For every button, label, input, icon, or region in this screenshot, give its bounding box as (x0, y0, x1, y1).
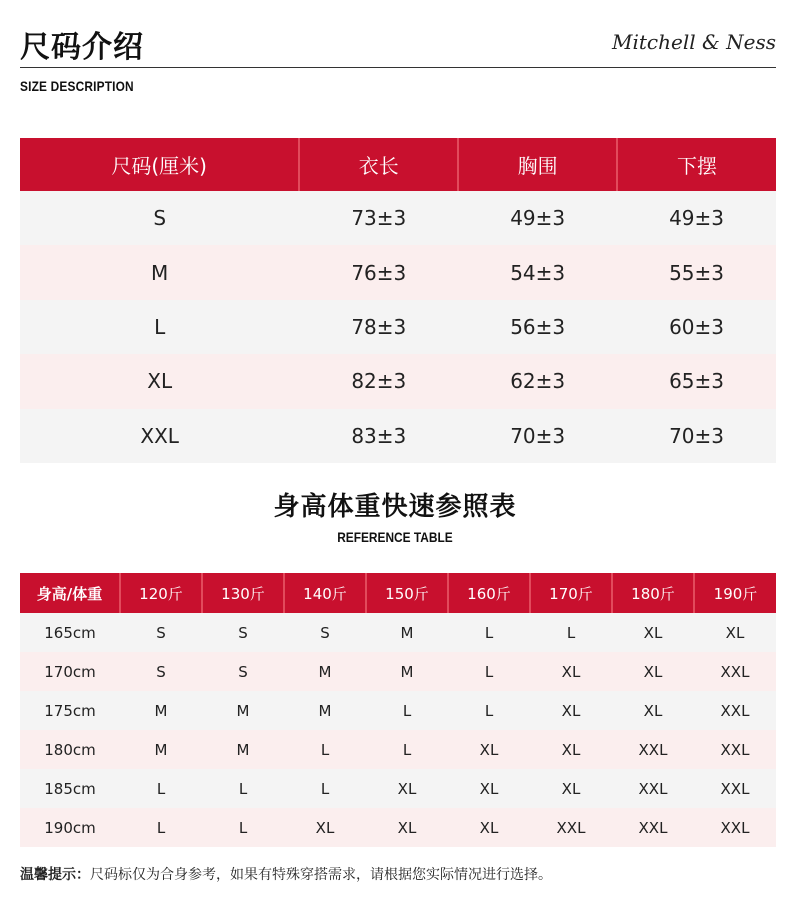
reference-cell: XL (694, 613, 776, 652)
reference-cell: M (120, 691, 202, 730)
reference-cell: S (120, 652, 202, 691)
size-cell: 62±3 (458, 354, 617, 408)
reference-cell: XXL (694, 769, 776, 808)
reference-subtitle: REFERENCE TABLE (337, 529, 453, 545)
reference-header-weight: 150斤 (366, 573, 448, 613)
reference-cell: XL (448, 808, 530, 847)
size-cell: 65±3 (617, 354, 776, 408)
reference-cell: XL (612, 691, 694, 730)
size-header-size: 尺码(厘米) (20, 138, 299, 191)
reference-cell: L (530, 613, 612, 652)
reference-cell: L (448, 652, 530, 691)
reference-cell: XL (530, 652, 612, 691)
page-title: 尺码介绍 (20, 30, 144, 65)
reference-cell: L (366, 691, 448, 730)
reference-cell: M (284, 652, 366, 691)
size-cell: 49±3 (458, 191, 617, 245)
reference-cell: M (202, 691, 284, 730)
size-cell: 82±3 (299, 354, 458, 408)
reference-cell: XXL (694, 808, 776, 847)
reference-header-row (20, 573, 776, 613)
reference-cell: XXL (612, 808, 694, 847)
reference-cell: L (448, 613, 530, 652)
reference-cell: XXL (694, 730, 776, 769)
reference-header-weight: 180斤 (612, 573, 694, 613)
reference-header-weight: 120斤 (120, 573, 202, 613)
reference-row (20, 808, 776, 847)
size-header-length: 衣长 (299, 138, 458, 191)
size-cell: 55±3 (617, 245, 776, 299)
reference-cell: L (284, 730, 366, 769)
reference-cell: XXL (530, 808, 612, 847)
page-header (20, 18, 776, 98)
size-cell: L (20, 300, 299, 354)
reference-cell: S (120, 613, 202, 652)
reference-cell: XL (448, 730, 530, 769)
header-divider (20, 67, 776, 68)
reference-cell: XL (530, 769, 612, 808)
reference-table (20, 573, 776, 847)
reference-cell: M (284, 691, 366, 730)
reference-height-cell: 190cm (20, 808, 120, 847)
reference-cell: XL (612, 613, 694, 652)
reference-height-cell: 165cm (20, 613, 120, 652)
reference-height-cell: 175cm (20, 691, 120, 730)
size-row (20, 191, 776, 245)
size-cell: XL (20, 354, 299, 408)
reference-cell: XXL (694, 691, 776, 730)
reference-row (20, 730, 776, 769)
size-row (20, 245, 776, 299)
brand-logo: Mitchell & Ness (611, 30, 776, 54)
reference-cell: L (120, 769, 202, 808)
reference-cell: S (284, 613, 366, 652)
size-cell: M (20, 245, 299, 299)
reference-header-weight: 130斤 (202, 573, 284, 613)
reference-cell: L (202, 808, 284, 847)
reference-cell: XXL (612, 769, 694, 808)
reference-subtitle-wrap (0, 527, 790, 546)
reference-cell: XXL (612, 730, 694, 769)
size-row (20, 409, 776, 463)
size-cell: 54±3 (458, 245, 617, 299)
size-row (20, 300, 776, 354)
size-cell: XXL (20, 409, 299, 463)
reference-header-weight: 170斤 (530, 573, 612, 613)
reference-cell: XL (366, 808, 448, 847)
reference-header-weight: 140斤 (284, 573, 366, 613)
tip-label: 温馨提示： (20, 867, 90, 883)
size-cell: 70±3 (617, 409, 776, 463)
reference-cell: XL (530, 730, 612, 769)
size-cell: 70±3 (458, 409, 617, 463)
reference-row (20, 769, 776, 808)
reference-cell: M (366, 613, 448, 652)
reference-row (20, 613, 776, 652)
reference-row (20, 652, 776, 691)
reference-row (20, 691, 776, 730)
reference-cell: M (366, 652, 448, 691)
reference-header-weight: 160斤 (448, 573, 530, 613)
reference-cell: XL (366, 769, 448, 808)
reference-cell: L (366, 730, 448, 769)
reference-height-cell: 170cm (20, 652, 120, 691)
reference-cell: L (120, 808, 202, 847)
reference-cell: L (448, 691, 530, 730)
reference-cell: S (202, 652, 284, 691)
reference-header-weight: 190斤 (694, 573, 776, 613)
size-cell: S (20, 191, 299, 245)
reference-cell: XL (612, 652, 694, 691)
size-cell: 73±3 (299, 191, 458, 245)
reference-cell: XL (448, 769, 530, 808)
size-cell: 60±3 (617, 300, 776, 354)
reference-cell: M (202, 730, 284, 769)
size-cell: 78±3 (299, 300, 458, 354)
size-cell: 56±3 (458, 300, 617, 354)
size-header-chest: 胸围 (458, 138, 617, 191)
page-subtitle: SIZE DESCRIPTION (20, 78, 134, 94)
size-table (20, 138, 776, 463)
tip-text: 尺码标仅为合身参考，如果有特殊穿搭需求，请根据您实际情况进行选择。 (90, 867, 552, 883)
size-table-header-row (20, 138, 776, 191)
reference-cell: XL (284, 808, 366, 847)
reference-cell: L (202, 769, 284, 808)
size-header-hem: 下摆 (617, 138, 776, 191)
reference-header-corner: 身高/体重 (20, 573, 120, 613)
reference-cell: S (202, 613, 284, 652)
reference-cell: XXL (694, 652, 776, 691)
reference-cell: XL (530, 691, 612, 730)
reference-cell: L (284, 769, 366, 808)
reference-height-cell: 185cm (20, 769, 120, 808)
size-cell: 49±3 (617, 191, 776, 245)
size-tip (20, 864, 552, 884)
reference-height-cell: 180cm (20, 730, 120, 769)
size-cell: 76±3 (299, 245, 458, 299)
reference-title: 身高体重快速参照表 (273, 492, 517, 522)
reference-cell: M (120, 730, 202, 769)
size-row (20, 354, 776, 408)
size-cell: 83±3 (299, 409, 458, 463)
